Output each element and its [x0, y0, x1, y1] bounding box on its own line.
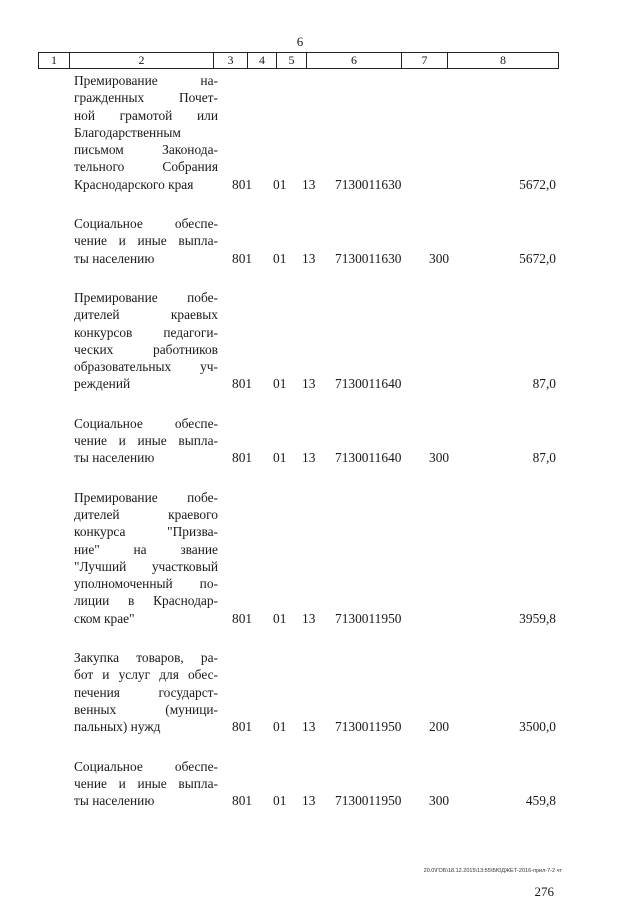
- row-cell-c4: 01: [273, 250, 287, 266]
- description-line: Премирование побе-: [74, 289, 218, 305]
- row-cell-c6: 7130011640: [335, 376, 402, 392]
- description-line: реждений: [74, 376, 131, 392]
- description-line: дителей краевого: [74, 506, 218, 522]
- description-line: Премирование побе-: [74, 489, 218, 505]
- table-row: [0, 489, 640, 627]
- row-cell-c7: 300: [429, 450, 450, 466]
- row-cell-c5: 13: [302, 250, 316, 266]
- description-line: письмом Законода-: [74, 142, 218, 158]
- column-header-3: 3: [214, 53, 248, 69]
- row-cell-c7: 200: [429, 719, 450, 735]
- description-line: Социальное обеспе-: [74, 758, 218, 774]
- row-description: [74, 215, 218, 267]
- description-line: чение и иные выпла-: [74, 775, 218, 791]
- column-header-5: 5: [277, 53, 307, 69]
- row-cell-c8: 3959,8: [519, 610, 556, 626]
- column-header-1: 1: [39, 53, 70, 69]
- row-cell-c8: 87,0: [532, 376, 556, 392]
- description-line: тельного Собрания: [74, 159, 218, 175]
- page-number: 6: [296, 34, 304, 49]
- description-line: ческих работников: [74, 341, 218, 357]
- row-cell-c7: 300: [429, 250, 450, 266]
- table-row: [0, 649, 640, 735]
- budget-rows: [0, 72, 640, 831]
- table-row: [0, 289, 640, 393]
- description-line: конкурсов педагоги-: [74, 324, 218, 340]
- row-cell-c3: 801: [232, 450, 253, 466]
- column-header-2: 2: [70, 53, 214, 69]
- row-cell-c6: 7130011640: [335, 450, 402, 466]
- description-line: Премирование на-: [74, 73, 218, 88]
- row-cell-c8: 459,8: [525, 793, 556, 809]
- description-line: Краснодарского края: [74, 176, 194, 192]
- row-cell-c3: 801: [232, 376, 253, 392]
- description-line: "Лучший участковый: [74, 558, 218, 574]
- description-line: образовательных уч-: [74, 359, 218, 375]
- row-cell-c3: 801: [232, 793, 253, 809]
- row-cell-c5: 13: [302, 376, 316, 392]
- row-description: [74, 758, 218, 810]
- row-cell-c4: 01: [273, 176, 287, 192]
- description-line: Социальное обеспе-: [74, 415, 218, 431]
- row-description: [74, 72, 218, 193]
- description-line: ты населению: [74, 450, 155, 466]
- row-description: [74, 289, 218, 393]
- description-line: уполномоченный по-: [74, 576, 218, 592]
- column-header-4: 4: [248, 53, 277, 69]
- row-cell-c4: 01: [273, 719, 287, 735]
- row-cell-c5: 13: [302, 719, 316, 735]
- description-line: бот и услуг для обес-: [74, 667, 218, 683]
- row-cell-c4: 01: [273, 376, 287, 392]
- description-line: лиции в Краснодар-: [74, 593, 218, 609]
- description-line: ском крае": [74, 610, 135, 626]
- description-line: венных (муници-: [74, 701, 218, 717]
- column-header-row: [38, 52, 559, 69]
- table-row: [0, 72, 640, 193]
- description-line: ной грамотой или: [74, 107, 218, 123]
- column-header-6: 6: [307, 53, 402, 69]
- row-cell-c7: 300: [429, 793, 450, 809]
- row-cell-c6: 7130011950: [335, 793, 402, 809]
- row-description: [74, 489, 218, 627]
- description-line: чение и иные выпла-: [74, 233, 218, 249]
- row-cell-c5: 13: [302, 176, 316, 192]
- row-cell-c5: 13: [302, 450, 316, 466]
- table-row: [0, 415, 640, 467]
- row-cell-c4: 01: [273, 793, 287, 809]
- row-cell-c4: 01: [273, 450, 287, 466]
- row-cell-c6: 7130011630: [335, 250, 402, 266]
- row-cell-c8: 5672,0: [519, 250, 556, 266]
- description-line: гражденных Почет-: [74, 90, 218, 106]
- description-line: Благодарственным: [74, 124, 181, 140]
- table-row: [0, 215, 640, 267]
- column-header-8: 8: [448, 53, 559, 69]
- row-cell-c6: 7130011630: [335, 176, 402, 192]
- description-line: ты населению: [74, 793, 155, 809]
- row-cell-c8: 87,0: [532, 450, 556, 466]
- description-line: чение и иные выпла-: [74, 433, 218, 449]
- row-cell-c3: 801: [232, 610, 253, 626]
- row-cell-c5: 13: [302, 793, 316, 809]
- description-line: ты населению: [74, 250, 155, 266]
- row-cell-c3: 801: [232, 719, 253, 735]
- row-cell-c4: 01: [273, 610, 287, 626]
- row-cell-c6: 7130011950: [335, 719, 402, 735]
- column-header-7: 7: [402, 53, 448, 69]
- description-line: конкурса "Призва-: [74, 524, 218, 540]
- row-cell-c3: 801: [232, 250, 253, 266]
- document-footer-code: 20.0\ГОБ\18.12.2015\13:55\БЮДЖЕТ-2016-прил-7-2 чт: [423, 868, 562, 874]
- row-cell-c8: 5672,0: [519, 176, 556, 192]
- row-cell-c8: 3500,0: [519, 719, 556, 735]
- sheet-number: 276: [534, 884, 554, 899]
- row-cell-c6: 7130011950: [335, 610, 402, 626]
- description-line: Закупка товаров, ра-: [74, 650, 218, 666]
- description-line: дителей краевых: [74, 307, 218, 323]
- row-cell-c5: 13: [302, 610, 316, 626]
- description-line: Социальное обеспе-: [74, 216, 218, 232]
- table-row: [0, 758, 640, 810]
- row-description: [74, 649, 218, 735]
- description-line: пальных) нужд: [74, 719, 161, 735]
- description-line: печения государст-: [74, 684, 218, 700]
- row-cell-c3: 801: [232, 176, 253, 192]
- description-line: ние" на звание: [74, 541, 218, 557]
- row-description: [74, 415, 218, 467]
